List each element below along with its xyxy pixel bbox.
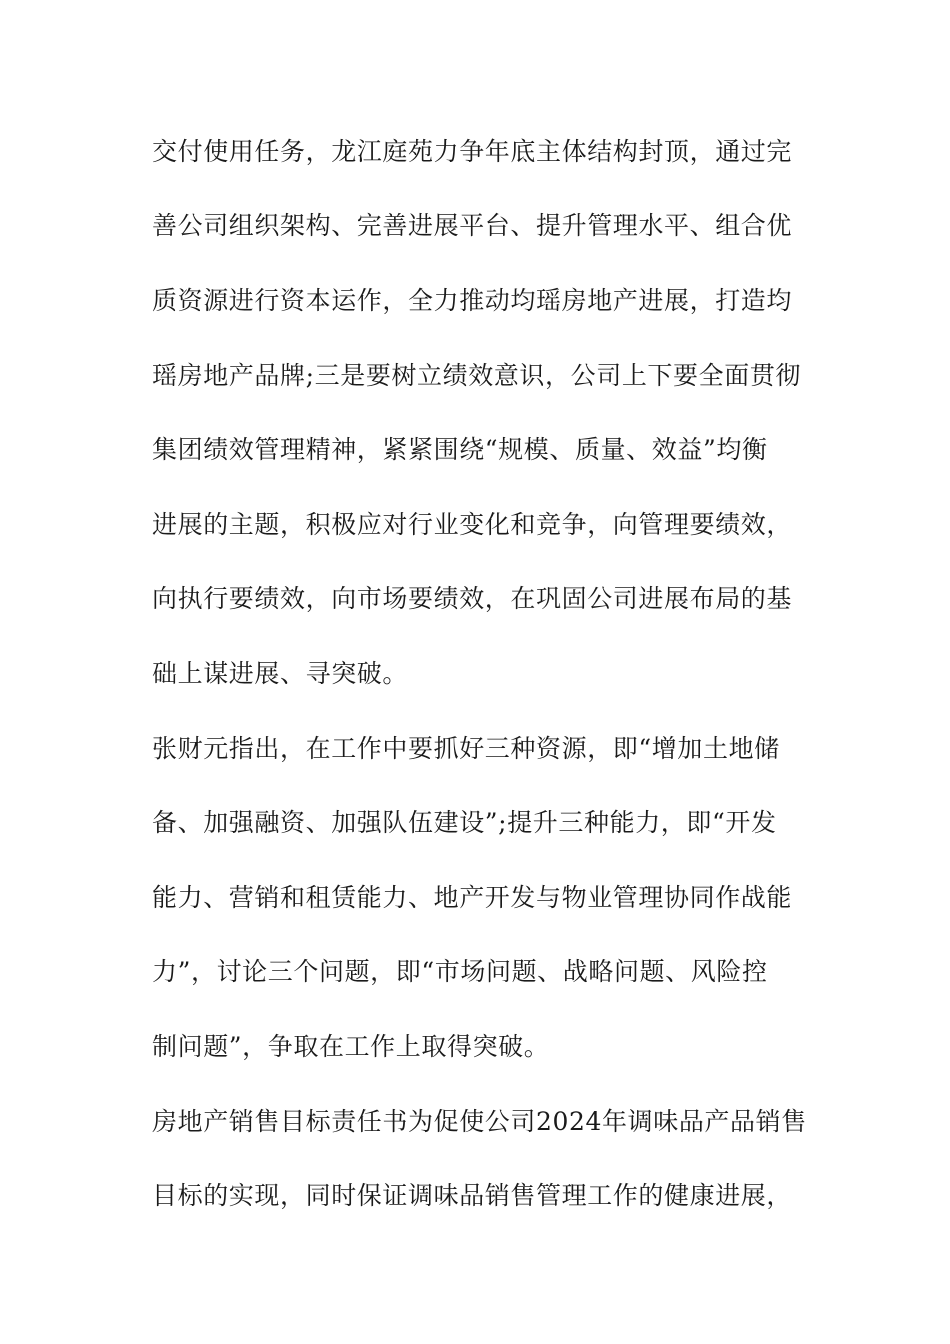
text-line: 能力、营销和租赁能力、地产开发与物业管理协同作战能 <box>152 883 793 912</box>
text-line: 张财元指出，在工作中要抓好三种资源，即“增加土地储 <box>152 734 780 763</box>
text-line: 瑶房地产品牌;三是要树立绩效意识，公司上下要全面贯彻 <box>152 361 802 390</box>
text-line: 础上谋进展、寻突破。 <box>152 659 409 688</box>
text-line: 制问题”，争取在工作上取得突破。 <box>152 1032 550 1061</box>
text-line: 房地产销售目标责任书为促使公司2024年调味品产品销售 <box>152 1107 807 1136</box>
text-line: 交付使用任务，龙江庭苑力争年底主体结构封顶，通过完 <box>152 137 793 166</box>
text-line: 进展的主题，积极应对行业变化和竞争，向管理要绩效， <box>152 510 793 539</box>
text-line: 质资源进行资本运作，全力推动均瑶房地产进展，打造均 <box>152 286 793 315</box>
text-line: 集团绩效管理精神，紧紧围绕“规模、质量、效益”均衡 <box>152 435 768 464</box>
text-line: 力”，讨论三个问题，即“市场问题、战略问题、风险控 <box>152 957 768 986</box>
text-line: 备、加强融资、加强队伍建设”;提升三种能力，即“开发 <box>152 808 777 837</box>
text-line: 目标的实现，同时保证调味品销售管理工作的健康进展， <box>152 1181 793 1210</box>
text-line: 善公司组织架构、完善进展平台、提升管理水平、组合优 <box>152 211 793 240</box>
text-line: 向执行要绩效，向市场要绩效，在巩固公司进展布局的基 <box>152 584 793 613</box>
